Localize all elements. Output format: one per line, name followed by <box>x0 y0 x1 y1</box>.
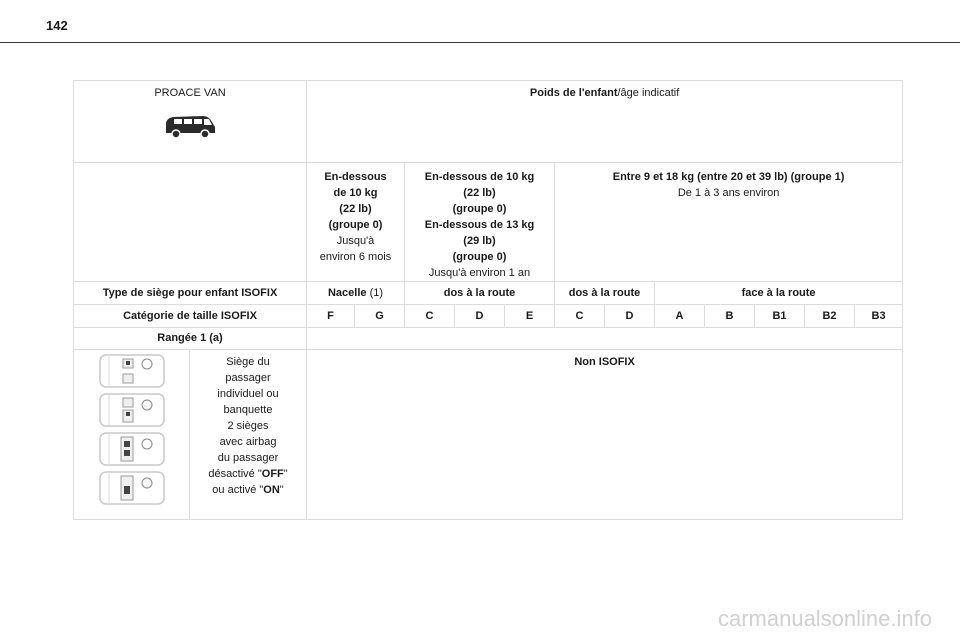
seat-desc-line-on <box>190 482 306 498</box>
group0-line: (groupe 0) <box>328 219 383 231</box>
seat-desc-line: avec airbag <box>219 436 277 448</box>
size-class-value: B1 <box>755 305 805 328</box>
row1-label: Rangée 1 (a) <box>74 328 307 350</box>
size-class-value: G <box>355 305 405 328</box>
vehicle-name: PROACE VAN <box>154 87 226 99</box>
vehicle-header-cell <box>74 81 307 163</box>
size-class-value: C <box>555 305 605 328</box>
group1-line: Entre 9 et 18 kg (entre 20 et 39 lb) (groupe 1) <box>612 171 845 183</box>
group1-line: De 1 à 3 ans environ <box>677 187 780 199</box>
seat-desc-line: du passager <box>217 452 279 464</box>
size-class-label: Catégorie de taille ISOFIX <box>74 305 307 328</box>
on-keyword: ON <box>263 484 280 496</box>
group0plus-cell <box>405 163 555 282</box>
header-rule <box>0 42 960 43</box>
seat-layout-diagram-2 <box>99 393 165 427</box>
weight-header-rest: /âge indicatif <box>617 87 680 99</box>
seat-desc-line: passager <box>225 372 271 384</box>
seat-type-rear-facing: dos à la route <box>555 282 655 305</box>
seat-description-cell <box>190 350 307 520</box>
group0-line: En-dessous <box>324 171 387 183</box>
group0plus-line: En-dessous de 13 kg <box>424 219 535 231</box>
size-class-value: F <box>307 305 355 328</box>
seat-desc-line: banquette <box>223 404 273 416</box>
seat-type-rear-facing: dos à la route <box>405 282 555 305</box>
size-class-value: B2 <box>805 305 855 328</box>
seat-type-nacelle <box>307 282 405 305</box>
seat-desc-line: 2 sièges <box>227 420 269 432</box>
group0-line: Jusqu'à <box>336 235 375 247</box>
weight-header-cell <box>307 81 903 163</box>
size-class-value: D <box>605 305 655 328</box>
seat-desc-line: individuel ou <box>217 388 279 400</box>
size-class-value: E <box>505 305 555 328</box>
on-prefix: ou activé " <box>212 484 264 496</box>
size-class-value: C <box>405 305 455 328</box>
group0plus-line: (22 lb) <box>463 187 496 199</box>
group0plus-line: (groupe 0) <box>452 251 507 263</box>
group0plus-line: (groupe 0) <box>452 203 507 215</box>
group0-line: de 10 kg <box>333 187 378 199</box>
weights-empty-cell <box>74 163 307 282</box>
seat-type-forward-facing: face à la route <box>655 282 903 305</box>
group0-cell <box>307 163 405 282</box>
isofix-table <box>73 80 903 520</box>
nacelle-note: (1) <box>366 287 384 299</box>
weight-header-bold: Poids de l'enfant <box>529 87 618 99</box>
seat-layout-diagram-3 <box>99 432 165 466</box>
page-number: 142 <box>46 18 68 33</box>
off-prefix: désactivé " <box>208 468 262 480</box>
size-class-value: B3 <box>855 305 903 328</box>
seat-desc-line-off <box>190 466 306 482</box>
nacelle-label: Nacelle <box>327 287 367 299</box>
seat-type-label: Type de siège pour enfant ISOFIX <box>74 282 307 305</box>
off-suffix: " <box>283 468 288 480</box>
size-class-value: D <box>455 305 505 328</box>
group1-cell <box>555 163 903 282</box>
group0-line: (22 lb) <box>339 203 372 215</box>
size-class-value: A <box>655 305 705 328</box>
group0plus-line: Jusqu'à environ 1 an <box>428 267 531 279</box>
seat-diagrams-cell <box>74 350 190 520</box>
seat-layout-diagram-1 <box>99 354 165 388</box>
seat-layout-diagram-4 <box>99 471 165 505</box>
group0plus-line: (29 lb) <box>463 235 496 247</box>
van-icon <box>163 113 217 141</box>
off-keyword: OFF <box>261 468 284 480</box>
group0-line: environ 6 mois <box>319 251 392 263</box>
non-isofix-cell: Non ISOFIX <box>307 350 903 520</box>
watermark: carmanualsonline.info <box>717 606 932 631</box>
seat-desc-line: Siège du <box>226 356 270 368</box>
group0plus-line: En-dessous de 10 kg <box>424 171 535 183</box>
size-class-value: B <box>705 305 755 328</box>
on-suffix: " <box>279 484 284 496</box>
row1-empty-cell <box>307 328 903 350</box>
